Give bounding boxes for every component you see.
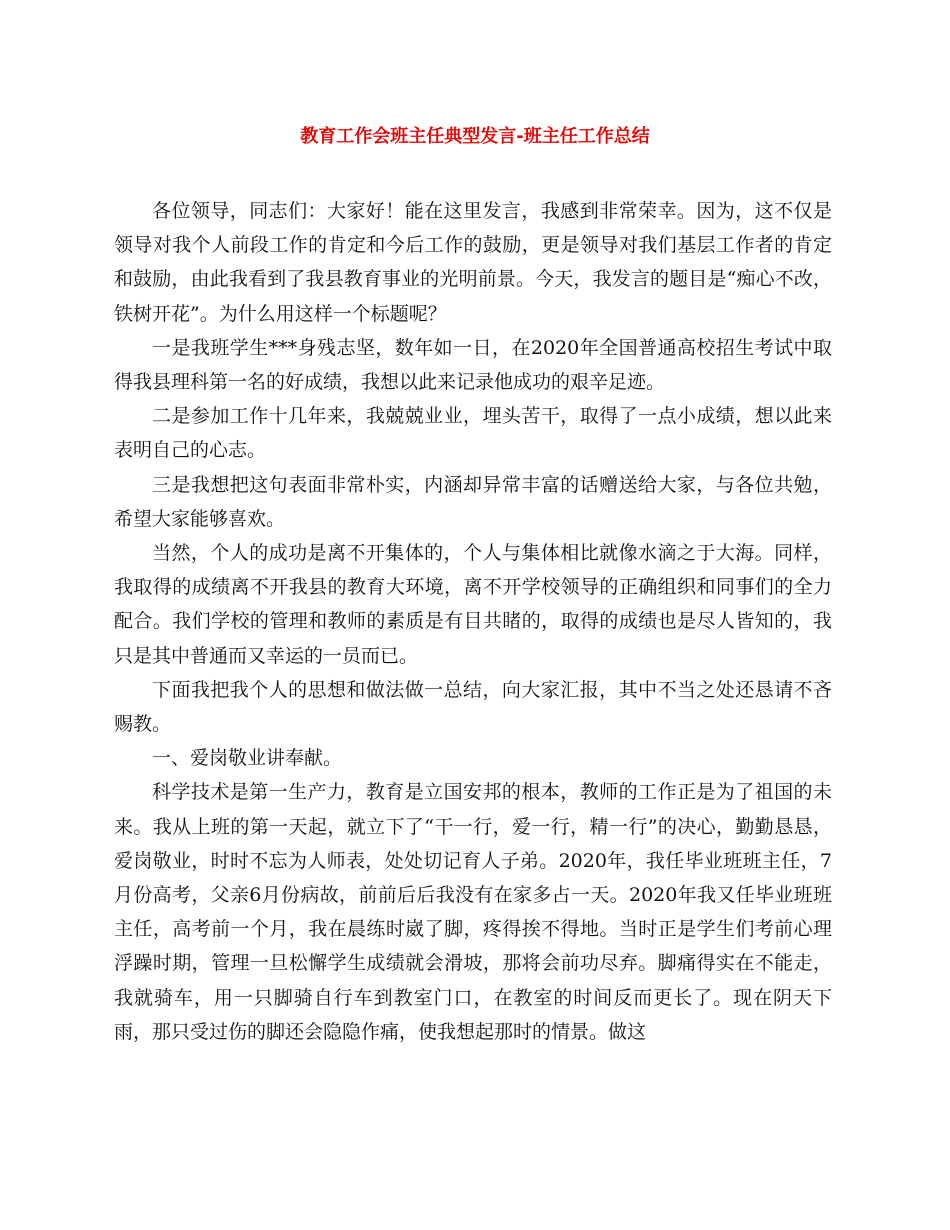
paragraph-summary-intro: 下面我把我个人的思想和做法做一总结，向大家汇报，其中不当之处还恳请不吝赐教。 <box>114 678 832 736</box>
document-title: 教育工作会班主任典型发言-班主任工作总结 <box>300 126 650 147</box>
section-heading-dedication: 一、爱岗敬业讲奉献。 <box>152 747 343 770</box>
paragraph-collective: 当然，个人的成功是离不开集体的，个人与集体相比就像水滴之于大海。同样，我取得的成绩离不开我县的教育大环境，离不开学校领导的正确组织和同事们的全力配合。我们学校的管理和教师的素质是有目共睹的，取得的成绩也是尽人皆知的，我只是其中普通而又幸运的一员而已。 <box>114 542 832 667</box>
paragraph-reason-three: 三是我想把这句表面非常朴实，内涵却异常丰富的话赠送给大家，与各位共勉，希望大家能够喜欢。 <box>114 473 832 530</box>
paragraph-reason-two: 二是参加工作十几年来，我兢兢业业，埋头苦干，取得了一点小成绩，想以此来表明自己的心志。 <box>114 405 832 462</box>
paragraph-reason-one: 一是我班学生***身残志坚，数年如一日，在2020年全国普通高校招生考试中取得我县理科第一名的好成绩，我想以此来记录他成功的艰辛足迹。 <box>114 336 832 394</box>
paragraph-dedication: 科学技术是第一生产力，教育是立国安邦的根本，教师的工作正是为了祖国的未来。我从上班的第一天起，就立下了“干一行，爱一行，精一行”的决心，勤勤恳恳，爱岗敬业，时时不忘为人师表，处处切记育人子弟。2020年，我任毕业班班主任，7月份高考，父亲6月份病故，前前后后我没有在家多占一天。2020年我又任毕业班班主任，高考前一个月，我在晨练时崴了脚，疼得挨不得地。当时正是学生们考前心理浮躁时期，管理一旦松懈学生成绩就会滑坡，那将会前功尽弃。脚痛得实在不能走，我就骑车，用一只脚骑自行车到教室门口，在教室的时间反而更长了。现在阴天下雨，那只受过伤的脚还会隐隐作痛，使我想起那时的情景。做这 <box>114 781 832 1043</box>
document-body <box>114 194 832 1049</box>
paragraph-greeting: 各位领导，同志们：大家好！能在这里发言，我感到非常荣幸。因为，这不仅是领导对我个人前段工作的肯定和今后工作的鼓励，更是领导对我们基层工作者的肯定和鼓励，由此我看到了我县教育事业的光明前景。今天，我发言的题目是“痴心不改，铁树开花”。为什么用这样一个标题呢？ <box>114 200 832 325</box>
